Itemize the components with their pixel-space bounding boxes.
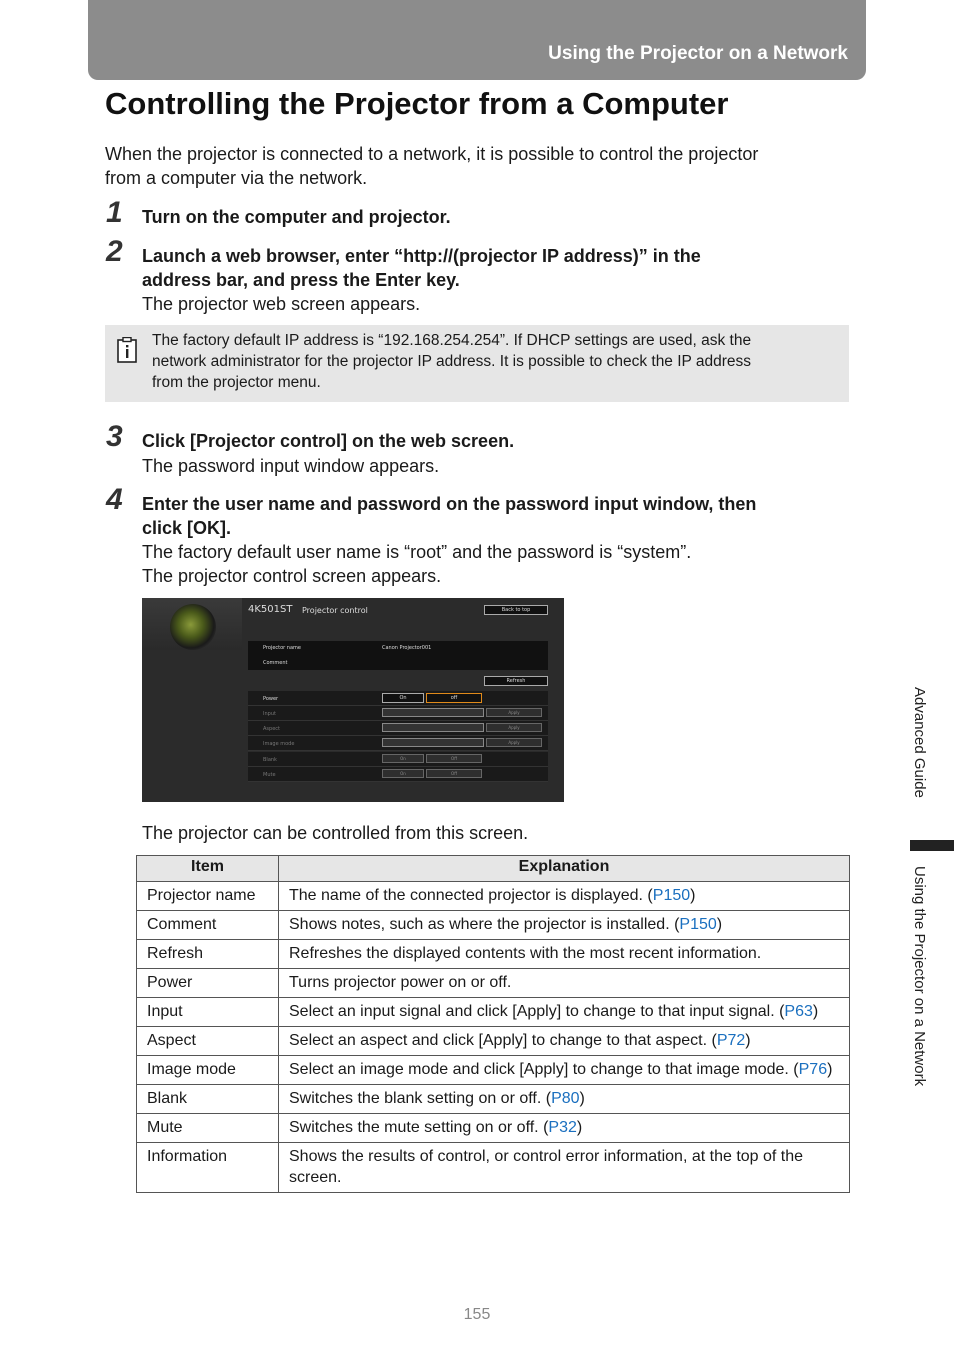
step-4-line-1: Enter the user name and password on the password input window, then	[142, 494, 757, 514]
name-value: Canon Projector001	[382, 645, 432, 651]
explanation-text: Switches the mute setting on or off. (	[289, 1119, 549, 1136]
input-select[interactable]	[382, 708, 484, 717]
screenshot-title: Projector control	[302, 606, 368, 615]
image-mode-apply-button[interactable]: Apply	[486, 738, 542, 747]
page-reference-link[interactable]: P80	[551, 1090, 580, 1107]
step-3-text: Click [Projector control] on the web screen.	[142, 431, 515, 451]
page-title: Controlling the Projector from a Computer	[105, 86, 729, 121]
aspect-select[interactable]	[382, 723, 484, 732]
step-4-result-1: The factory default user name is “root” and the password is “system”.	[142, 542, 692, 562]
table-cell-item: Projector name	[137, 882, 279, 911]
page-reference-link[interactable]: P76	[798, 1061, 828, 1078]
explanation-text: Switches the blank setting on or off. (	[289, 1090, 552, 1107]
power-on-button[interactable]: On	[382, 693, 424, 703]
power-off-button[interactable]: off	[426, 693, 482, 703]
page-reference-link[interactable]: P150	[679, 916, 717, 933]
explanation-text: Shows the results of control, or control error information, at the top of the screen.	[289, 1148, 804, 1186]
screenshot-model: 4K501ST	[248, 604, 293, 615]
image-mode-row	[248, 736, 548, 751]
step-2-line-1: Launch a web browser, enter “http://(projector IP address)” in the	[142, 246, 701, 266]
explanation-text: Select an image mode and click [Apply] to change to that image mode. (	[289, 1061, 799, 1078]
explanation-suffix: )	[745, 1032, 751, 1049]
power-label: Power	[263, 696, 279, 702]
note-line-2: network administrator for the projector IP address. It is possible to check the IP address	[152, 353, 752, 370]
mute-off-button[interactable]: Off	[426, 769, 482, 778]
table-cell-explanation	[279, 1056, 850, 1085]
table-row	[137, 911, 850, 940]
memo-icon	[117, 337, 137, 363]
table-row	[137, 1056, 850, 1085]
input-row	[248, 706, 548, 721]
table-cell-explanation	[279, 1027, 850, 1056]
aspect-apply-button[interactable]: Apply	[486, 723, 542, 732]
mute-label: Mute	[263, 772, 276, 778]
explanation-text: Refreshes the displayed contents with the most recent information.	[289, 945, 762, 962]
table-cell-item: Mute	[137, 1114, 279, 1143]
blank-label: Blank	[263, 757, 277, 763]
explanation-suffix: )	[716, 916, 723, 933]
explanation-suffix: )	[827, 1061, 833, 1078]
step-number: 3	[106, 420, 123, 453]
explanation-suffix: )	[690, 887, 696, 904]
intro-line-2: from a computer via the network.	[105, 168, 368, 188]
aspect-label: Aspect	[263, 726, 280, 732]
items-table	[136, 855, 850, 1193]
image-mode-label: Image mode	[263, 741, 295, 747]
header-banner	[88, 0, 866, 80]
page-reference-link[interactable]: P63	[784, 1003, 813, 1020]
table-cell-explanation	[279, 1143, 850, 1193]
table-row	[137, 940, 850, 969]
table-cell-item: Image mode	[137, 1056, 279, 1085]
table-cell-item: Information	[137, 1143, 279, 1193]
note-line-1: The factory default IP address is “192.168.254.254”. If DHCP settings are used, ask the	[152, 332, 752, 349]
step-2-result: The projector web screen appears.	[142, 294, 421, 314]
blank-on-button[interactable]: On	[382, 754, 424, 763]
back-to-top-button[interactable]: Back to top	[484, 605, 548, 615]
table-row	[137, 1143, 850, 1193]
table-cell-explanation	[279, 969, 850, 998]
step-number: 2	[106, 235, 123, 268]
step-2-line-2: address bar, and press the Enter key.	[142, 270, 460, 290]
page-number: 155	[463, 1306, 491, 1323]
note-box	[105, 325, 849, 402]
page-reference-link[interactable]: P32	[548, 1119, 577, 1136]
intro-line-1: When the projector is connected to a network, it is possible to control the projector	[105, 144, 759, 164]
projector-lens-icon	[170, 604, 216, 650]
side-tab-marker	[910, 840, 954, 851]
column-header-explanation: Explanation	[279, 856, 850, 882]
explanation-suffix: )	[579, 1090, 585, 1107]
side-tab-section: Using the Projector on a Network	[911, 866, 928, 1087]
page-reference-link[interactable]: P150	[652, 887, 691, 904]
step-1-text: Turn on the computer and projector.	[142, 207, 451, 227]
table-cell-item: Blank	[137, 1085, 279, 1114]
table-cell-explanation	[279, 998, 850, 1027]
aspect-row	[248, 721, 548, 736]
step-4-result-2: The projector control screen appears.	[142, 566, 442, 586]
table-row	[137, 1085, 850, 1114]
mute-row	[248, 767, 548, 782]
table-cell-item: Power	[137, 969, 279, 998]
explanation-text: The name of the connected projector is displayed. (	[289, 887, 653, 904]
comment-label: Comment	[263, 660, 288, 666]
step-number: 4	[106, 483, 123, 516]
table-cell-explanation	[279, 940, 850, 969]
table-row	[137, 998, 850, 1027]
blank-row	[248, 752, 548, 767]
step-3-result: The password input window appears.	[142, 456, 440, 476]
table-cell-explanation	[279, 1085, 850, 1114]
explanation-text: Select an aspect and click [Apply] to change to that aspect. (	[289, 1032, 717, 1049]
table-cell-item: Input	[137, 998, 279, 1027]
explanation-text: Shows notes, such as where the projector is installed. (	[289, 916, 680, 933]
mute-on-button[interactable]: On	[382, 769, 424, 778]
power-row	[248, 691, 548, 706]
side-tab-guide: Advanced Guide	[911, 687, 928, 798]
table-cell-item: Aspect	[137, 1027, 279, 1056]
column-header-item: Item	[137, 856, 279, 882]
refresh-button[interactable]: Refresh	[484, 676, 548, 686]
table-cell-item: Refresh	[137, 940, 279, 969]
table-cell-explanation	[279, 882, 850, 911]
table-cell-explanation	[279, 1114, 850, 1143]
name-label: Projector name	[263, 645, 301, 651]
projector-control-screenshot	[142, 598, 564, 802]
explanation-text: Select an input signal and click [Apply] to change to that input signal. (	[289, 1003, 785, 1020]
image-mode-select[interactable]	[382, 738, 484, 747]
blank-off-button[interactable]: Off	[426, 754, 482, 763]
note-line-3: from the projector menu.	[152, 374, 321, 391]
explanation-suffix: )	[576, 1119, 583, 1136]
input-label: Input	[263, 711, 276, 717]
table-row	[137, 969, 850, 998]
section-title: Using the Projector on a Network	[548, 43, 848, 64]
input-apply-button[interactable]: Apply	[486, 708, 542, 717]
page-reference-link[interactable]: P72	[716, 1032, 746, 1049]
explanation-text: Turns projector power on or off.	[289, 974, 512, 991]
table-cell-item: Comment	[137, 911, 279, 940]
screenshot-caption: The projector can be controlled from this screen.	[142, 823, 529, 843]
explanation-suffix: )	[812, 1003, 819, 1020]
table-cell-explanation	[279, 911, 850, 940]
table-row	[137, 1027, 850, 1056]
step-number: 1	[106, 196, 123, 229]
table-row	[137, 1114, 850, 1143]
step-4-line-2: click [OK].	[142, 518, 232, 538]
table-row	[137, 882, 850, 911]
